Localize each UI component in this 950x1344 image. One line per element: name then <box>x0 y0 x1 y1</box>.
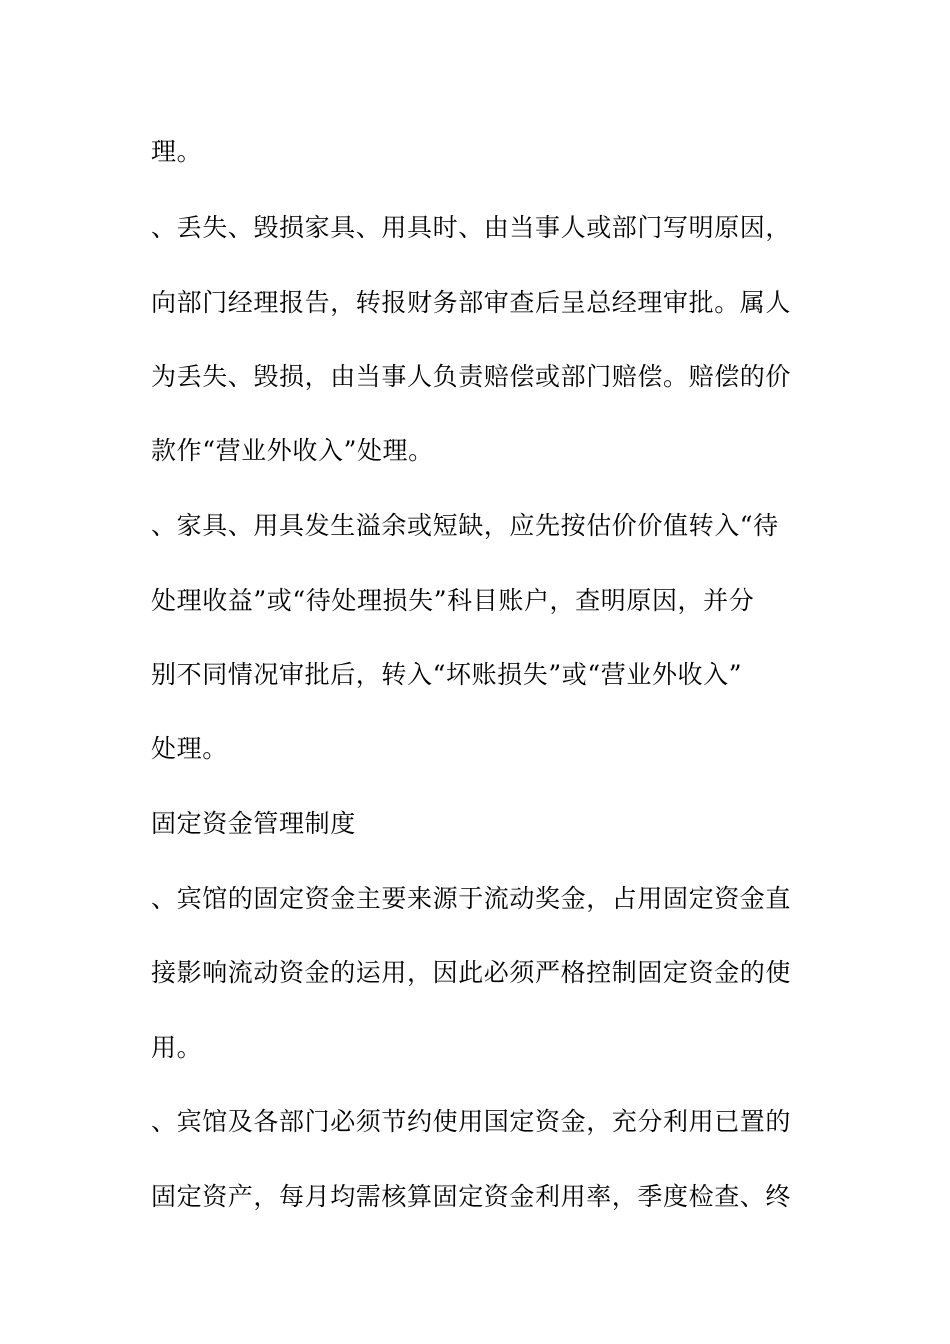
text-line: 、丢失、毁损家具、用具时、由当事人或部门写明原因， <box>151 213 792 242</box>
text-line: 固定资产，每月均需核算固定资金利用率，季度检查、终 <box>151 1182 792 1211</box>
text-line: 别不同情况审批后，转入“坏账损失”或“营业外收入” <box>151 660 743 689</box>
text-line: 向部门经理报告，转报财务部审查后呈总经理审批。属人 <box>151 288 792 317</box>
text-line: 、宾馆及各部门必须节约使用国定资金，充分利用已置的 <box>151 1107 792 1136</box>
text-line: 处理收益”或“待处理损失”科目账户，查明原因，并分 <box>151 586 755 615</box>
text-line: 接影响流动资金的运用，因此必须严格控制固定资金的使 <box>151 958 792 987</box>
text-line: 为丢失、毁损，由当事人负责赔偿或部门赔偿。赔偿的价 <box>151 362 792 391</box>
section-heading: 固定资金管理制度 <box>151 809 356 838</box>
text-line: 理。 <box>151 137 203 166</box>
text-line: 处理。 <box>151 734 228 763</box>
text-line: 用。 <box>151 1033 203 1062</box>
text-line: 、家具、用具发生溢余或短缺，应先按估价价值转入“待 <box>151 511 779 540</box>
text-line: 、宾馆的固定资金主要来源于流动奖金，占用固定资金直 <box>151 884 792 913</box>
text-line: 款作“营业外收入”处理。 <box>151 436 434 465</box>
